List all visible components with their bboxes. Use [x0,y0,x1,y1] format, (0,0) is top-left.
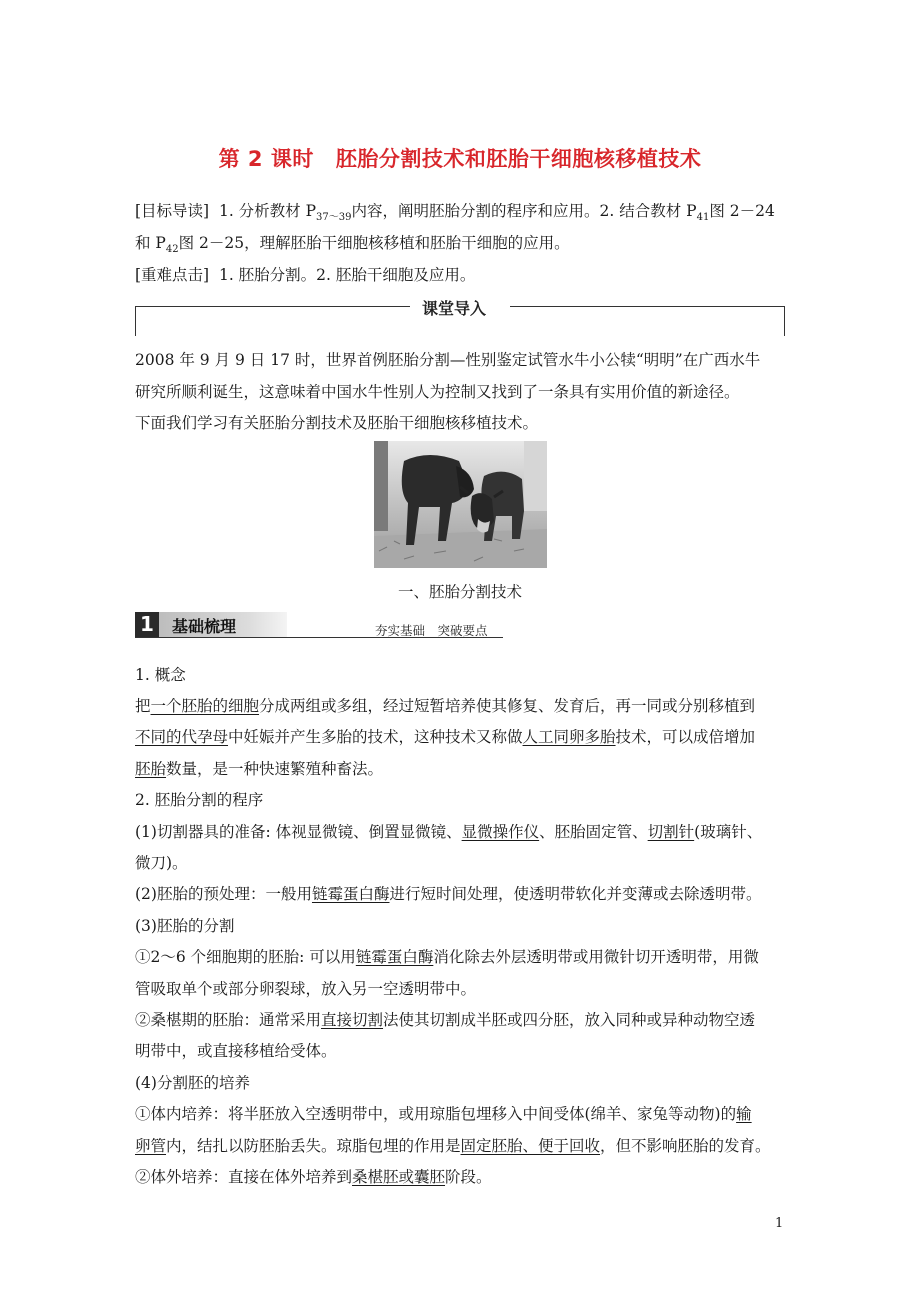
culture-in-vivo-line-1: ①体内培养：将半胚放入空透明带中，或用琼脂包埋移入中间受体(绵羊、家兔等动物)的输 [135,1105,752,1123]
banner-number: 1 [135,612,159,637]
lesson-number: 第 2 课时 [218,147,314,171]
banner-subtitle: 夯实基础 突破要点 [375,623,488,638]
intro-paragraph-2: 研究所顺利诞生，这意味着中国水牛性别人为控制又找到了一条具有实用价值的新途径。 [135,383,740,401]
intro-heading: 课堂导入 [422,299,487,318]
intro-paragraph-1: 2008 年 9 月 9 日 17 时，世界首例胚胎分割—性别鉴定试管水牛小公犊“明明”在广西水牛 [135,351,761,369]
concept-heading: 1. 概念 [135,666,186,684]
key-points: [重难点击] 1. 胚胎分割。2. 胚胎干细胞及应用。 [135,266,476,284]
division-early-line-1: ①2～6 个细胞期的胚胎: 可以用链霉蛋白酶消化除去外层透明带或用微针切开透明带，用微 [135,948,759,966]
culture-in-vitro: ②体外培养：直接在体外培养到桑椹胚或囊胚阶段。 [135,1168,492,1186]
division-early-line-2: 管吸取单个或部分卵裂球，放入另一空透明带中。 [135,980,477,998]
objectives-label: [目标导读] [135,202,210,220]
division-morula-line-2: 明带中，或直接移植给受体。 [135,1042,337,1060]
procedure-heading: 2. 胚胎分割的程序 [135,791,264,809]
culture-in-vivo-line-2: 卵管内，结扎以防胚胎丢失。琼脂包埋的作用是固定胚胎、便于回收，但不影响胚胎的发育。 [135,1137,771,1155]
section-caption: 一、胚胎分割技术 [397,583,522,601]
section-banner [135,612,505,642]
procedure-pretreatment: (2)胚胎的预处理：一般用链霉蛋白酶进行短时间处理，使透明带软化并变薄或去除透明带。 [135,885,762,903]
procedure-division-heading: (3)胚胎的分割 [135,917,235,935]
objectives-line-1: [目标导读] 1. 分析教材 $P_{37\sim 39}$内容，阐明胚胎分割的程序和应用。2. 结合教材 $P_{41}$图 2－24 [135,202,775,224]
concept-line-3: 胚胎数量，是一种快速繁殖种畜法。 [135,760,384,778]
concept-line-2: 不同的代孕母中妊娠并产生多胎的技术，这种技术又称做人工同卵多胎技术，可以成倍增加 [135,728,756,746]
page-number: 1 [775,1216,784,1231]
key-points-label: [重难点击] [135,266,210,284]
culture-heading: (4)分割胚的培养 [135,1074,250,1092]
page-title [0,143,920,173]
intro-section-header [135,296,785,338]
lesson-topic: 胚胎分割技术和胚胎干细胞核移植技术 [335,147,702,171]
banner-title: 基础梳理 [172,617,237,636]
objectives-line-2: 和 $P_{42}$图 2－25，理解胚胎干细胞核移植和胚胎干细胞的应用。 [135,234,570,256]
division-morula-line-1: ②桑椹期的胚胎：通常采用直接切割法使其切割成半胚或四分胚，放入同种或异种动物空透 [135,1011,756,1029]
concept-line-1: 把一个胚胎的细胞分成两组或多组，经过短暂培养使其修复、发育后，再一同或分别移植到 [135,697,756,715]
intro-paragraph-3: 下面我们学习有关胚胎分割技术及胚胎干细胞核移植技术。 [135,414,539,432]
buffalo-calves-photo [374,441,547,568]
procedure-tools-line-1: (1)切割器具的准备: 体视显微镜、倒置显微镜、显微操作仪、胚胎固定管、切割针(玻璃针、 [135,823,763,841]
procedure-tools-line-2: 微刀)。 [135,854,188,872]
